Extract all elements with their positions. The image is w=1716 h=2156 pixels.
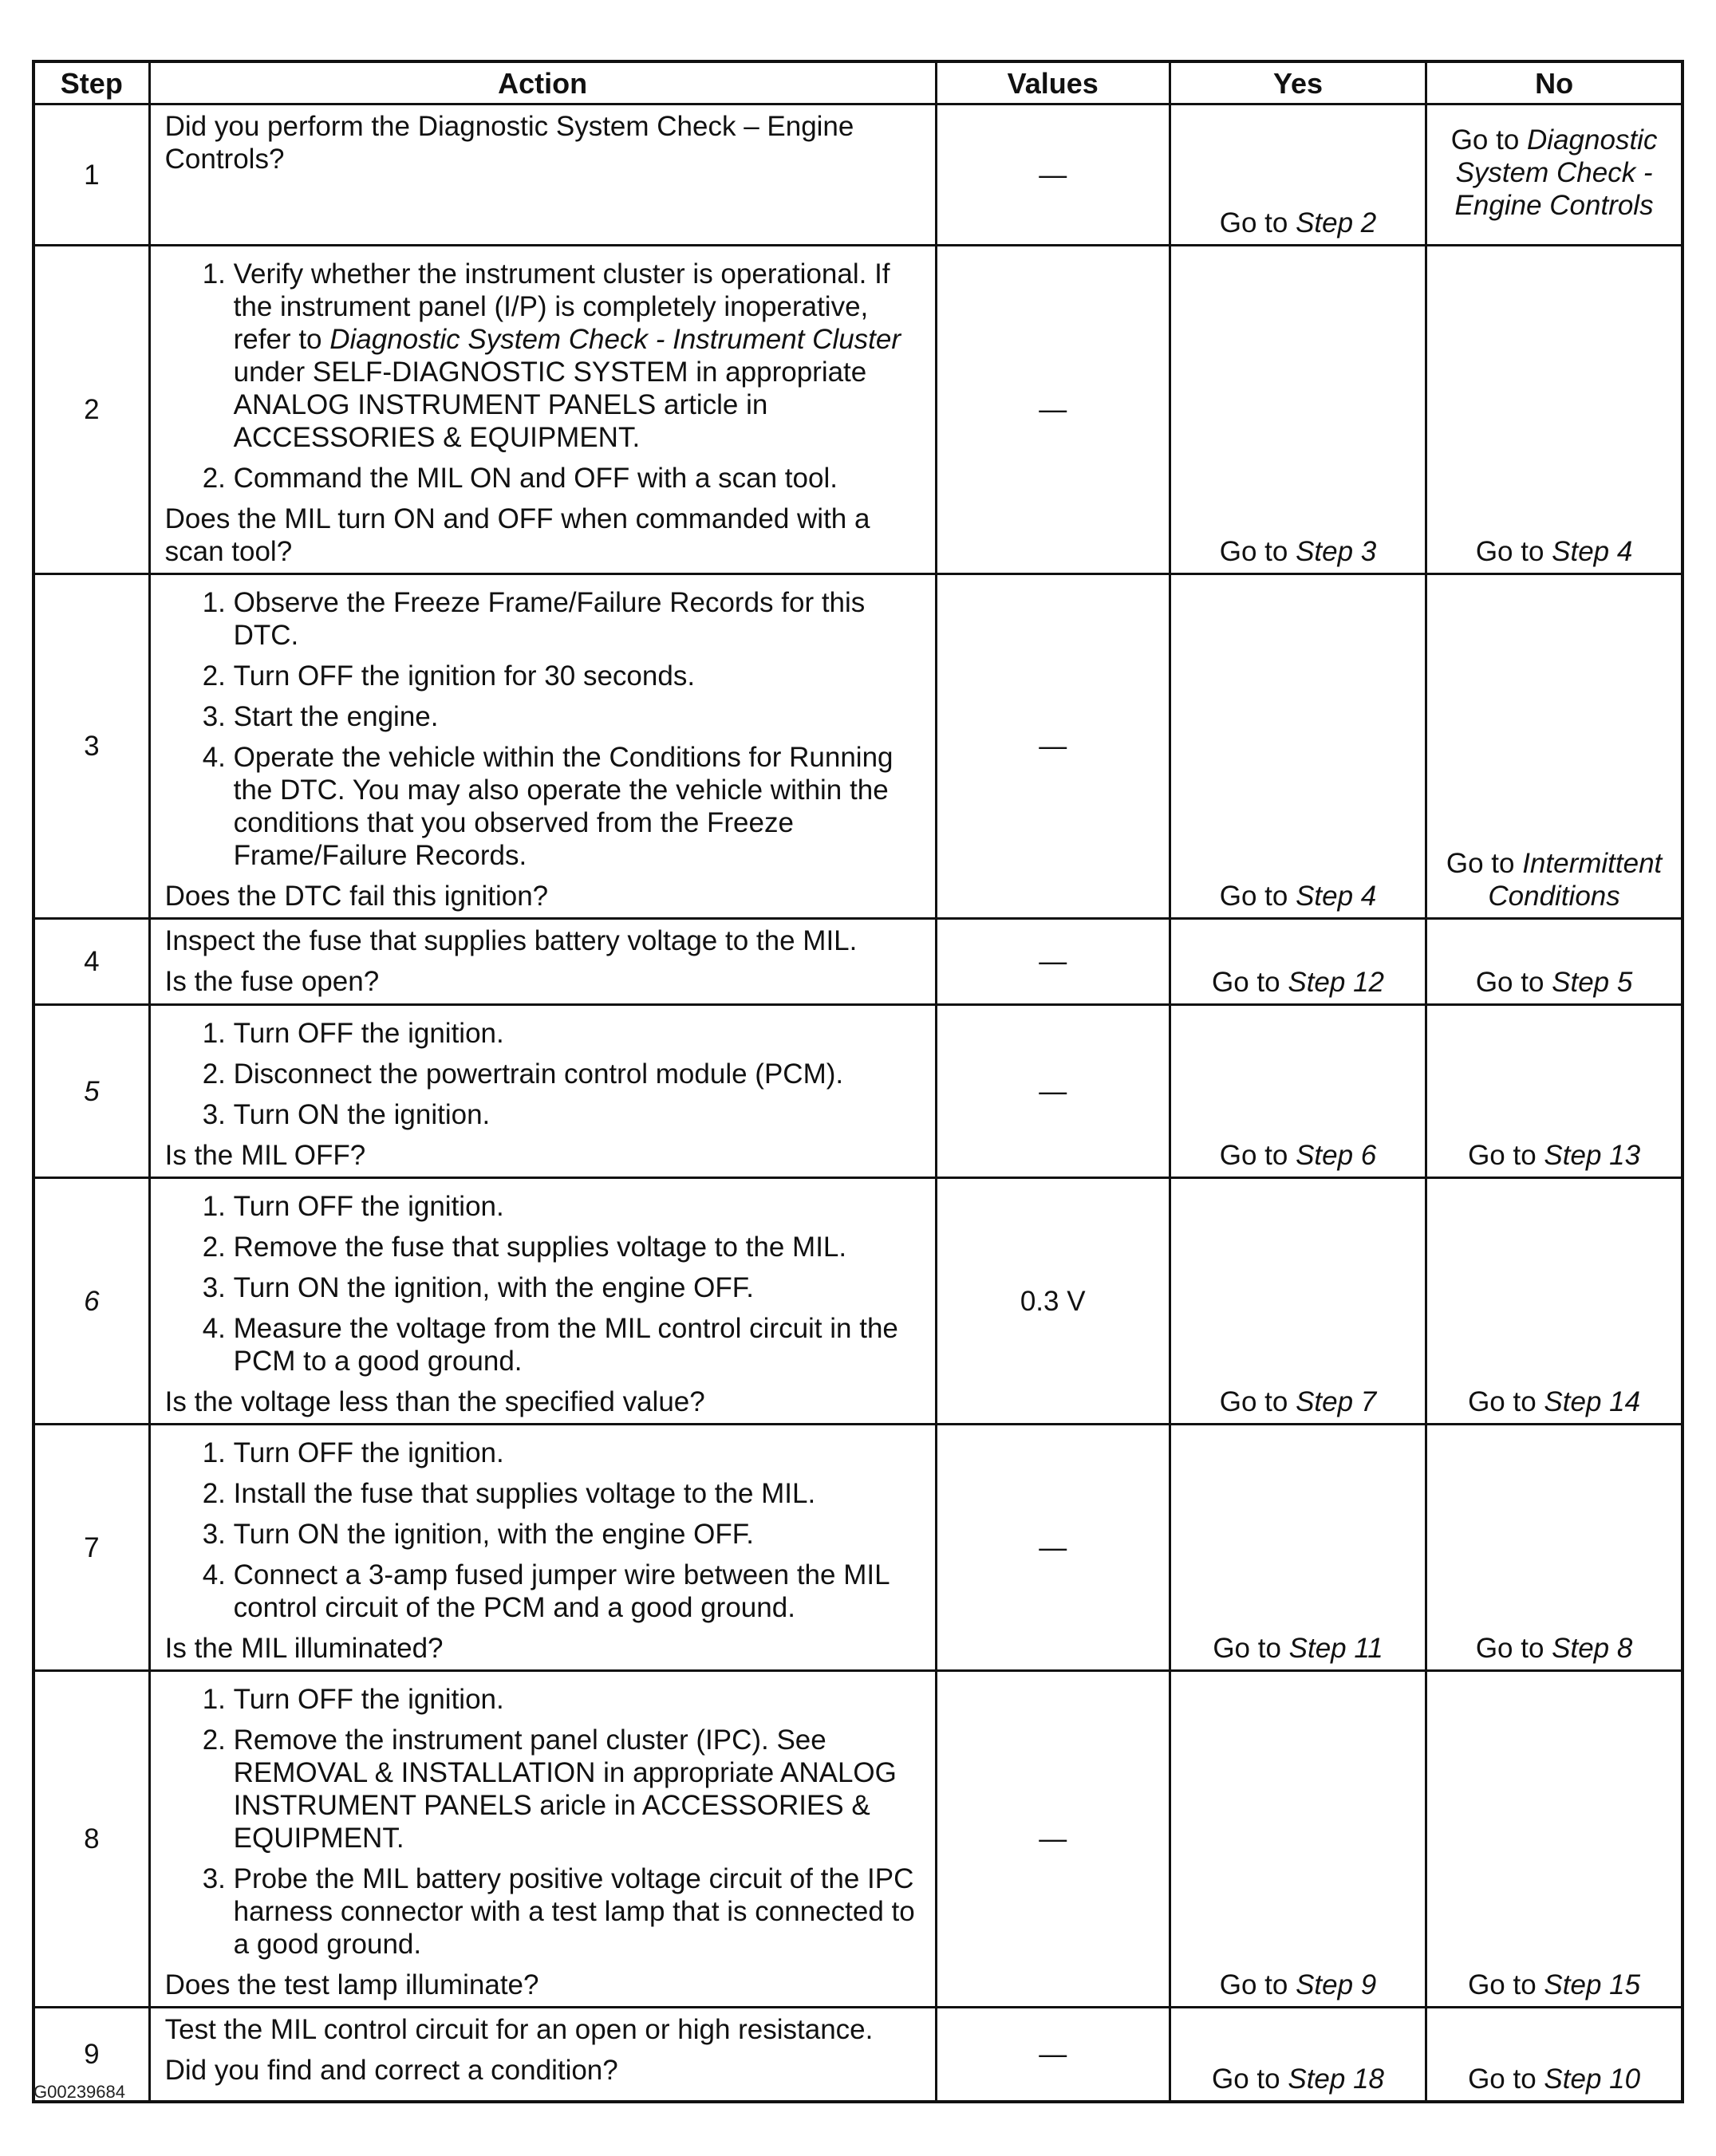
- substep-item: [234, 1724, 924, 1854]
- substep-item: [234, 1862, 924, 1961]
- spec-value: 0.3 V: [1020, 1285, 1086, 1317]
- step-cell: [34, 1425, 149, 1671]
- link-prefix: Go to: [1212, 2063, 1288, 2095]
- link-target: Step 3: [1296, 536, 1377, 567]
- substep-item: [234, 1477, 924, 1510]
- spec-value: —: [1039, 159, 1067, 191]
- substep-item: [234, 741, 924, 872]
- header-action: Action: [149, 61, 936, 104]
- substep-text: Disconnect the powertrain control module (PCM).: [233, 1058, 844, 1090]
- table-row: [34, 1671, 1682, 2008]
- link-target: Step 14: [1544, 1386, 1641, 1417]
- substep-text: Turn OFF the ignition.: [233, 1684, 504, 1715]
- go-to-link-yes[interactable]: [1212, 2063, 1384, 2095]
- figure-id: G00239684: [34, 2082, 125, 2102]
- go-to-link-no[interactable]: [1468, 1386, 1640, 1417]
- yes-cell: [1170, 1425, 1426, 1671]
- link-prefix: Go to: [1219, 536, 1296, 567]
- yes-cell: [1170, 919, 1426, 1005]
- action-question: Did you find and correct a condition?: [164, 2055, 618, 2086]
- action-cell: [149, 1671, 936, 2008]
- no-cell: [1426, 919, 1682, 1005]
- action-substeps: [165, 1190, 924, 1378]
- step-cell: [34, 246, 149, 574]
- go-to-link-yes[interactable]: [1212, 967, 1384, 998]
- substep-text: Turn ON the ignition.: [233, 1099, 491, 1130]
- header-yes: Yes: [1170, 61, 1426, 104]
- table-header-row: [34, 61, 1682, 104]
- yes-cell: [1170, 1178, 1426, 1425]
- substep-item: [234, 700, 924, 733]
- action-cell: [149, 1005, 936, 1178]
- value-cell: [936, 1671, 1170, 2008]
- step-number: 1: [84, 159, 100, 191]
- value-cell: [936, 1005, 1170, 1178]
- go-to-link-yes[interactable]: [1220, 1969, 1377, 2000]
- substep-item: [234, 1190, 924, 1223]
- yes-cell: [1170, 2008, 1426, 2102]
- link-prefix: Go to: [1213, 1633, 1289, 1664]
- substep-text: Command the MIL ON and OFF with a scan tool.: [233, 463, 838, 494]
- no-cell: [1426, 246, 1682, 574]
- go-to-link-no[interactable]: [1468, 1140, 1640, 1171]
- substep-text: Probe the MIL battery positive voltage circuit of the IPC harness connector with a test lamp that is connected to a good ground.: [233, 1863, 915, 1960]
- link-target: Step 18: [1288, 2063, 1384, 2095]
- action-cell: [149, 2008, 936, 2102]
- link-target: Step 5: [1552, 967, 1633, 998]
- link-prefix: Go to: [1219, 1969, 1296, 2000]
- action-question: Is the fuse open?: [164, 966, 380, 997]
- substep-item: [234, 1271, 924, 1304]
- step-cell: [34, 1178, 149, 1425]
- spec-value: —: [1039, 1531, 1067, 1563]
- substep-item: [234, 1518, 924, 1551]
- link-target: Step 4: [1552, 536, 1633, 567]
- table-row: [34, 574, 1682, 919]
- link-prefix: Go to: [1212, 967, 1288, 998]
- substep-item: [234, 1231, 924, 1263]
- no-cell: [1426, 574, 1682, 919]
- no-cell: [1426, 1671, 1682, 2008]
- substep-text-continued: under SELF-DIAGNOSTIC SYSTEM in appropriate ANALOG INSTRUMENT PANELS article in ACCESSORIES & EQUIPMENT.: [233, 357, 867, 453]
- step-number: 3: [84, 731, 100, 762]
- value-cell: [936, 246, 1170, 574]
- link-target: Step 2: [1296, 207, 1377, 238]
- step-number: 2: [84, 394, 100, 425]
- action-intro: Did you perform the Diagnostic System Check – Engine Controls?: [164, 111, 854, 175]
- substep-text: Turn OFF the ignition.: [233, 1437, 504, 1468]
- table-body: [34, 104, 1682, 2102]
- yes-cell: [1170, 1671, 1426, 2008]
- spec-value: —: [1039, 946, 1067, 977]
- step-cell: [34, 1005, 149, 1178]
- link-prefix: Go to: [1468, 1140, 1544, 1171]
- value-cell: [936, 919, 1170, 1005]
- diagnostic-table: [32, 60, 1684, 2103]
- header-step: Step: [34, 61, 149, 104]
- link-target: Step 7: [1296, 1386, 1377, 1417]
- action-cell: [149, 919, 936, 1005]
- step-cell: [34, 1671, 149, 2008]
- link-target: Step 13: [1544, 1140, 1641, 1171]
- action-substeps: [165, 258, 924, 495]
- go-to-link-yes[interactable]: [1220, 881, 1377, 912]
- substep-reference: Diagnostic System Check - Instrument Cluster: [329, 324, 901, 355]
- step-cell: [34, 574, 149, 919]
- step-number: 9: [84, 2038, 100, 2070]
- substep-item: [234, 1017, 924, 1050]
- link-prefix: Go to: [1475, 1633, 1552, 1664]
- table-row: [34, 1178, 1682, 1425]
- go-to-link-no[interactable]: [1446, 848, 1662, 912]
- link-target: Step 11: [1288, 1633, 1383, 1664]
- substep-text: Turn OFF the ignition.: [233, 1191, 504, 1222]
- action-substeps: [165, 586, 924, 872]
- go-to-link-no[interactable]: [1476, 1633, 1633, 1664]
- action-cell: [149, 1425, 936, 1671]
- go-to-link-no[interactable]: [1468, 1969, 1640, 2000]
- link-target: Step 4: [1296, 881, 1377, 912]
- substep-item: [234, 258, 924, 454]
- header-no: No: [1426, 61, 1682, 104]
- link-prefix: Go to: [1219, 881, 1296, 912]
- substep-item: [234, 1437, 924, 1469]
- substep-text: Remove the fuse that supplies voltage to the MIL.: [233, 1232, 847, 1263]
- link-prefix: Go to: [1468, 1969, 1544, 2000]
- substep-text: Remove the instrument panel cluster (IPC). See REMOVAL & INSTALLATION in appropriate ANALOG INSTRUMENT PANELS aricle in ACCESSORIES & EQUIPMENT.: [233, 1724, 897, 1854]
- substep-text: Turn OFF the ignition.: [233, 1018, 504, 1049]
- go-to-link-no[interactable]: [1468, 2063, 1640, 2095]
- substep-text: Measure the voltage from the MIL control circuit in the PCM to a good ground.: [233, 1313, 898, 1377]
- go-to-link-no[interactable]: [1451, 124, 1658, 221]
- yes-cell: [1170, 1005, 1426, 1178]
- header-values: Values: [936, 61, 1170, 104]
- yes-cell: [1170, 574, 1426, 919]
- substep-item: [234, 1058, 924, 1090]
- substep-item: [234, 1683, 924, 1716]
- link-prefix: Go to: [1468, 2063, 1544, 2095]
- action-question: Does the test lamp illuminate?: [164, 1969, 539, 2000]
- step-number: 5: [84, 1075, 100, 1107]
- step-number: 4: [84, 946, 100, 977]
- go-to-link-yes[interactable]: [1220, 536, 1377, 567]
- link-prefix: Go to: [1219, 1386, 1296, 1417]
- action-question: Does the MIL turn ON and OFF when commanded with a scan tool?: [164, 503, 870, 567]
- link-target: Step 12: [1288, 967, 1384, 998]
- link-prefix: Go to: [1475, 967, 1552, 998]
- table-row: [34, 919, 1682, 1005]
- substep-text: Connect a 3-amp fused jumper wire between the MIL control circuit of the PCM and a good ground.: [233, 1559, 890, 1623]
- go-to-link-no[interactable]: [1476, 967, 1633, 998]
- table-row: [34, 2008, 1682, 2102]
- action-question: Is the MIL OFF?: [164, 1140, 366, 1171]
- action-substeps: [165, 1017, 924, 1131]
- table-row: [34, 104, 1682, 246]
- spec-value: —: [1039, 394, 1067, 425]
- table-row: [34, 1005, 1682, 1178]
- link-prefix: Go to: [1219, 207, 1296, 238]
- substep-text: Turn ON the ignition, with the engine OFF.: [233, 1272, 754, 1303]
- action-intro: Test the MIL control circuit for an open or high resistance.: [164, 2014, 874, 2045]
- step-cell: [34, 919, 149, 1005]
- go-to-link-yes[interactable]: [1220, 1386, 1377, 1417]
- link-target: Step 10: [1544, 2063, 1641, 2095]
- spec-value: —: [1039, 1823, 1067, 1854]
- spec-value: —: [1039, 2038, 1067, 2070]
- substep-text: Start the engine.: [233, 701, 439, 732]
- go-to-link-yes[interactable]: [1220, 207, 1377, 238]
- link-target: Step 8: [1552, 1633, 1633, 1664]
- action-cell: [149, 104, 936, 246]
- link-prefix: Go to: [1219, 1140, 1296, 1171]
- value-cell: [936, 1178, 1170, 1425]
- step-number: 7: [84, 1531, 100, 1563]
- link-target: Diagnostic System Check - Engine Controls: [1454, 124, 1658, 221]
- substep-item: [234, 1098, 924, 1131]
- action-question: Does the DTC fail this ignition?: [164, 881, 549, 912]
- go-to-link-yes[interactable]: [1213, 1633, 1383, 1664]
- substep-text: Verify whether the instrument cluster is operational. If the instrument panel (I/P) is completely inoperative, refer to: [233, 258, 890, 355]
- step-cell: [34, 104, 149, 246]
- action-cell: [149, 246, 936, 574]
- link-prefix: Go to: [1450, 124, 1528, 156]
- step-number: 8: [84, 1823, 100, 1854]
- table-row: [34, 246, 1682, 574]
- value-cell: [936, 1425, 1170, 1671]
- link-prefix: Go to: [1475, 536, 1552, 567]
- no-cell: [1426, 1425, 1682, 1671]
- no-cell: [1426, 104, 1682, 246]
- link-target: Step 9: [1296, 1969, 1377, 2000]
- substep-text: Turn OFF the ignition for 30 seconds.: [233, 660, 696, 692]
- value-cell: [936, 2008, 1170, 2102]
- action-substeps: [165, 1437, 924, 1624]
- table-row: [34, 1425, 1682, 1671]
- go-to-link-no[interactable]: [1476, 536, 1633, 567]
- action-cell: [149, 1178, 936, 1425]
- substep-text: Operate the vehicle within the Conditions for Running the DTC. You may also operate the vehicle within the conditions that you observed from the Freeze Frame/Failure Records.: [233, 742, 894, 871]
- action-substeps: [165, 1683, 924, 1961]
- link-target: Step 6: [1296, 1140, 1377, 1171]
- action-question: Is the MIL illuminated?: [164, 1633, 444, 1664]
- spec-value: —: [1039, 1075, 1067, 1107]
- substep-item: [234, 462, 924, 495]
- substep-text: Turn ON the ignition, with the engine OFF.: [233, 1519, 754, 1550]
- go-to-link-yes[interactable]: [1220, 1140, 1377, 1171]
- substep-text: Observe the Freeze Frame/Failure Records for this DTC.: [233, 587, 866, 651]
- spec-value: —: [1039, 731, 1067, 762]
- no-cell: [1426, 1178, 1682, 1425]
- yes-cell: [1170, 246, 1426, 574]
- yes-cell: [1170, 104, 1426, 246]
- value-cell: [936, 574, 1170, 919]
- substep-item: [234, 586, 924, 652]
- link-prefix: Go to: [1446, 848, 1523, 879]
- no-cell: [1426, 2008, 1682, 2102]
- substep-text: Install the fuse that supplies voltage to the MIL.: [233, 1478, 816, 1509]
- action-cell: [149, 574, 936, 919]
- substep-item: [234, 1559, 924, 1624]
- value-cell: [936, 104, 1170, 246]
- action-question: Is the voltage less than the specified value?: [164, 1386, 705, 1417]
- link-target: Step 15: [1544, 1969, 1641, 2000]
- action-intro: Inspect the fuse that supplies battery voltage to the MIL.: [164, 925, 858, 956]
- no-cell: [1426, 1005, 1682, 1178]
- substep-item: [234, 660, 924, 692]
- step-number: 6: [84, 1285, 100, 1317]
- substep-item: [234, 1312, 924, 1378]
- link-target: Intermittent Conditions: [1488, 848, 1663, 912]
- link-prefix: Go to: [1468, 1386, 1544, 1417]
